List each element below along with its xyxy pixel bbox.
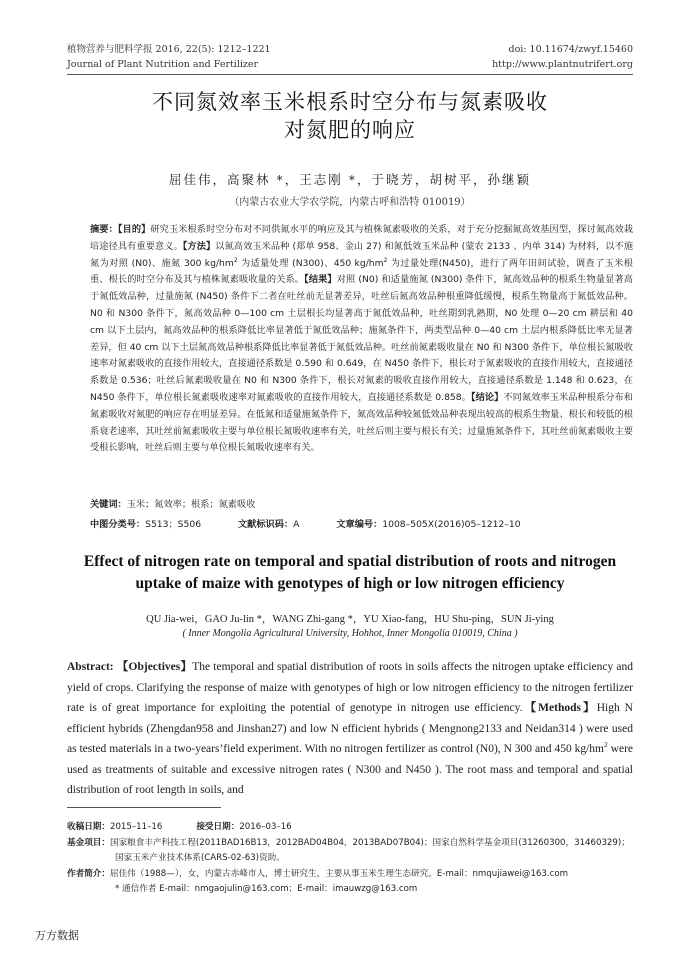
accepted-label: 接受日期：	[196, 822, 240, 832]
received-label: 收稿日期：	[67, 822, 110, 832]
cn-methods-text-3: 为过量处理(N450)，进行了两年田间试验，调查了玉米根重、根长的时空分布及其与植株氮素吸收量的关系。	[90, 257, 633, 286]
author-label: 作者简介：	[67, 868, 110, 879]
corresponding-author: * 通信作者 E-mail：nmgaojulin@163.com；E-mail：imauwzg@163.com	[115, 884, 418, 894]
cn-methods-text-2: 为适量处理 (N300)、450 kg/hm	[237, 257, 384, 269]
class-value: S513；S506	[145, 519, 202, 530]
cn-conclusions-label: 【结论】	[470, 391, 504, 403]
footnote-author	[67, 867, 633, 883]
en-methods-text-2: were used as treatments of suitable and excessive nitrogen rates ( N300 and N450 ). The root mass and temporal and spatial distribution of root length in soils, and	[67, 743, 633, 796]
en-title	[67, 551, 633, 595]
header-divider	[67, 74, 633, 75]
cn-methods-label: 【方法】	[182, 240, 216, 252]
watermark: 万方数据	[35, 929, 79, 942]
cn-methods-text-1: 以氮高效玉米品种 (郑单 958、金山 27) 和氮低效玉米品种 (蒙农 2133 、内单 314) 为材料，以不施氮为对照 (N0)、施氮 300 kg/hm	[90, 240, 634, 269]
header-right	[492, 42, 633, 72]
en-methods-label: 【Methods】	[522, 702, 597, 714]
en-objectives-label: 【Objectives】	[116, 661, 193, 673]
article-number-value: 1008–505X(2016)05–1212–10	[382, 519, 521, 530]
class-label: 中图分类号：	[90, 519, 146, 530]
cn-title-line1: 不同氮效率玉米根系时空分布与氮素吸收	[152, 90, 548, 114]
journal-url: http://www.plantnutrifert.org	[492, 59, 633, 70]
footnote-dates	[67, 820, 633, 836]
cn-title-line2: 对氮肥的响应	[284, 118, 416, 142]
en-methods-text-1: High N efficient hybrids (Zhengdan958 and Jinshan27) and low N efficient hybrids ( Mengnong2133 and Neidan314 ) were used as tested materials in a two-years’field experiment. With no nitrogen fertilizer as control (N0), N 300 and 450 kg/hm	[67, 702, 633, 755]
cn-abstract-label: 摘要：	[90, 224, 118, 235]
cn-objectives-text: 研究玉米根系时空分布对不同供氮水平的响应及其与植株氮素吸收的关系，对于充分挖掘氮高效基因型，探讨氮高效栽培途径具有重要意义。	[90, 224, 634, 252]
received-value: 2015–11–16	[109, 822, 163, 832]
superscript: 2	[604, 740, 608, 750]
doc-code-label: 文献标识码：	[237, 519, 294, 530]
cn-results-text: 对照 (N0) 和适量施氮 (N300) 条件下，氮高效品种的根系生物量显著高于氮低效品种，过量施氮 (N450) 条件下二者在吐丝前无显著差异，吐丝后氮高效品种根重降低缓慢，根系生物量高于氮低效品种。N0 和 N300 条件下，氮高效品种 0—100 cm 土层根长均显著高于氮低效品种，吐丝期到乳熟期，N0 处理 0—20 cm 耕层和 40 cm 以下土层内，氮高效品种的根系降低比率显著低于氮低效品种；施氮条件下，两类型品种 0—40 cm 土层内根系降低比率无显著差异，但 40 cm 以下土层氮高效品种根系降低比率显著低于氮低效品种。吐丝前氮素吸收量在 N0 和 N300 条件下，单位根长氮吸收速率对氮素吸收的直接作用较大，直接通径系数是 0.590 和 0.649，在 N450 条件下，根长对于氮素吸收的直接作用较大，直接通径系数是 0.536；吐丝后氮素吸收量在 N0 和 N300 条件下，根长对氮素的吸收直接作用较大，直接通径系数是 1.148 和 0.623，在 N450 条件下，单位根长氮素吸收速率对氮素吸收的直接作用较大，直接通径系数是 0.858。	[90, 274, 633, 403]
en-title-line1: Effect of nitrogen rate on temporal and spatial distribution of roots and nitrogen	[83, 553, 617, 570]
superscript: 2	[383, 256, 388, 264]
cn-objectives-label: 【目的】	[117, 224, 151, 235]
fund-line1: 国家粮食丰产科技工程(2011BAD16B13，2012BAD04B04，2013BAD07B04)；国家自然科学基金项目(31260300，31460329)；	[109, 837, 630, 848]
journal-name-en: Journal of Plant Nutrition and Fertilizer	[67, 59, 259, 70]
cn-conclusions-text: 不同氮效率玉米品种根系分布和氮素吸收对氮肥的响应存在明显差异。在低氮和适量施氮条件下，氮高效品种较氮低效品种表现出较高的根系生物量、根长和较低的根系衰老速率，其吐丝前氮素吸收主要与单位根长氮吸收速率有关，吐丝后则主要与根长有关；过量施氮条件下，其吐丝前氮素吸收主要受根长影响，吐丝后则主要与单位根长氮吸收速率有关。	[90, 391, 633, 454]
keywords-value: 玉米；氮效率；根系；氮素吸收	[126, 499, 256, 510]
footnote-fund	[67, 836, 633, 852]
keywords-label: 关键词：	[90, 499, 127, 510]
en-affiliation: ( Inner Mongolia Agricultural University, Hohhot, Inner Mongolia 010019, China )	[182, 628, 518, 639]
cn-classification	[90, 517, 633, 533]
doi: doi: 10.11674/zwyf.15460	[508, 44, 633, 55]
cn-affiliation: （内蒙古农业大学农学院，内蒙古呼和浩特 010019）	[229, 197, 471, 208]
footnote-divider	[67, 807, 221, 808]
footnotes	[67, 820, 633, 898]
cn-keywords	[90, 497, 633, 513]
en-abstract-label: Abstract:	[67, 661, 114, 673]
cn-authors: 屈佳伟，高聚林 *，王志刚 *，于晓芳，胡树平，孙继颖	[169, 172, 531, 187]
accepted-value: 2016–03–16	[239, 822, 292, 832]
fund-line2: 国家玉米产业技术体系(CARS-02-63)资助。	[115, 853, 285, 863]
doc-code-value: A	[293, 519, 300, 530]
cn-abstract	[90, 222, 633, 457]
author-line: 屈佳伟（1988—），女，内蒙古赤峰市人，博士研究生，主要从事玉米生理生态研究。E-mail：nmqujiawei@163.com	[109, 868, 569, 879]
header-left	[67, 42, 271, 72]
article-number-label: 文章编号：	[336, 519, 383, 530]
cn-title	[67, 88, 633, 144]
superscript: 2	[233, 256, 238, 264]
en-title-line2: uptake of maize with genotypes of high or low nitrogen efficiency	[135, 575, 565, 592]
fund-label: 基金项目：	[67, 837, 110, 848]
en-objectives-text: The temporal and spatial distribution of roots in soils affects the nitrogen uptake efficiency and yield of crops. Clarifying the response of maize with genotypes of high or low nitrogen efficiency to the nitrogen fertilizer rate is of great importance for exploiting the potential of genotype in nitrogen use efficiency.	[67, 661, 633, 714]
en-authors: QU Jia-wei，GAO Ju-lin *，WANG Zhi-gang *，YU Xiao-fang，HU Shu-ping，SUN Ji-ying	[146, 614, 554, 625]
journal-name-cn: 植物营养与肥料学报 2016, 22(5): 1212–1221	[67, 44, 271, 55]
cn-results-label: 【结果】	[304, 274, 337, 286]
en-abstract	[67, 657, 633, 801]
